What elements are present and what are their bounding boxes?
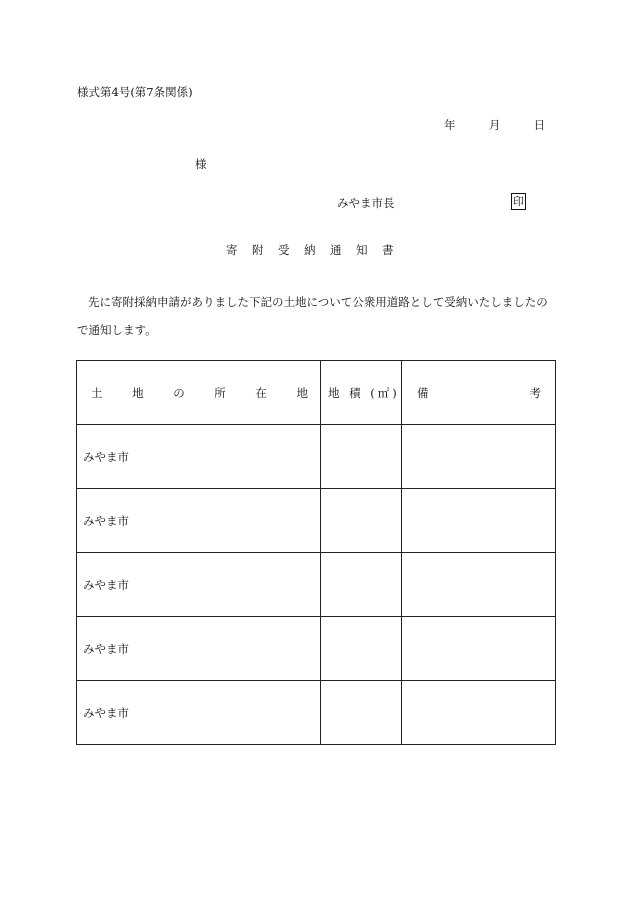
land-table <box>76 360 556 745</box>
document-title: 寄附受納通知書 <box>226 243 408 257</box>
header-location-char: の <box>173 385 185 400</box>
addressee-suffix: 様 <box>195 157 207 171</box>
table-header-row <box>77 361 556 425</box>
table-row <box>77 489 556 553</box>
table-row <box>77 425 556 489</box>
header-area <box>321 361 402 425</box>
table-row <box>77 553 556 617</box>
date-month: 月 <box>488 118 501 132</box>
body-text: 先に寄附採納申請がありました下記の土地について公衆用道路として受納いたしましたので通知します。 <box>77 295 548 337</box>
cell-notes <box>402 489 556 553</box>
cell-notes <box>402 425 556 489</box>
header-notes-char: 考 <box>529 385 541 400</box>
cell-area <box>321 489 402 553</box>
cell-area <box>321 617 402 681</box>
header-location-char: 在 <box>255 385 267 400</box>
issuer-name: みやま市長 <box>337 196 395 210</box>
cell-location: みやま市 <box>77 489 321 553</box>
cell-location: みやま市 <box>77 617 321 681</box>
form-number: 様式第4号(第7条関係) <box>77 85 193 99</box>
cell-area <box>321 681 402 745</box>
cell-location: みやま市 <box>77 425 321 489</box>
seal-mark: 印 <box>513 195 524 208</box>
cell-location: みやま市 <box>77 553 321 617</box>
header-location-char: 土 <box>91 385 103 400</box>
date-day: 日 <box>533 118 546 132</box>
header-location-char: 地 <box>296 385 308 400</box>
cell-area <box>321 425 402 489</box>
cell-notes <box>402 553 556 617</box>
header-location <box>77 361 321 425</box>
cell-area <box>321 553 402 617</box>
header-notes <box>402 361 556 425</box>
header-location-char: 所 <box>214 385 226 400</box>
header-location-char: 地 <box>132 385 144 400</box>
cell-notes <box>402 617 556 681</box>
table-row <box>77 617 556 681</box>
table-row <box>77 681 556 745</box>
header-area-label: 地 積 (㎡) <box>328 385 400 400</box>
cell-location: みやま市 <box>77 681 321 745</box>
header-notes-char: 備 <box>417 385 429 400</box>
cell-notes <box>402 681 556 745</box>
date-line <box>444 117 545 133</box>
date-year: 年 <box>444 118 456 132</box>
